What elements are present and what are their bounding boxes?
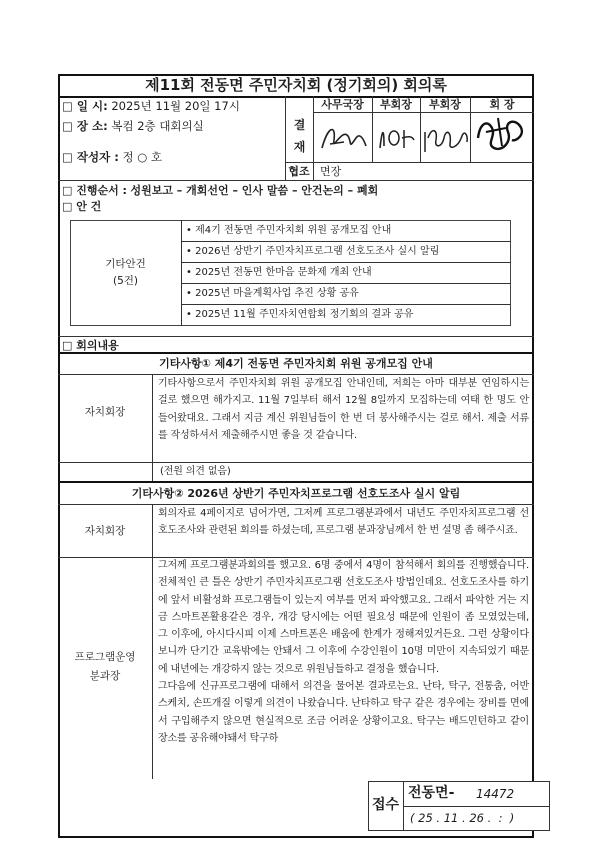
place-label: □ 장 소: xyxy=(62,119,108,133)
section-heading: 기타사항② 2026년 상반기 주민자치프로그램 선호도조사 실시 알림 xyxy=(131,487,461,500)
signature-president xyxy=(472,112,530,158)
approval-role-2: 부회장 xyxy=(380,98,412,111)
author-value: 정 ○ 호 xyxy=(122,150,163,164)
order-value: 성원보고 – 개회선언 – 인사 말씀 – 안건논의 – 폐회 xyxy=(130,184,379,197)
agenda-item-text: 제4기 전동면 주민자치회 위원 공개모집 안내 xyxy=(195,225,392,236)
meta-date xyxy=(62,98,240,115)
bullet-icon: • xyxy=(186,267,192,278)
speaker-label: 프로그램운영 분과장 xyxy=(74,651,136,682)
stamp-date: ( 25 . 11 . 26 . : ) xyxy=(410,811,515,825)
approval-role-1: 사무국장 xyxy=(321,98,364,111)
signature-vice-2 xyxy=(422,118,470,158)
approval-role-4: 회 장 xyxy=(489,98,515,111)
approval-role-3: 부회장 xyxy=(429,98,461,111)
agenda-item xyxy=(186,285,506,302)
order-line xyxy=(62,182,378,199)
meta-place xyxy=(62,118,204,135)
agenda-group-label: 기타안건 (5건) xyxy=(105,258,146,287)
hyupjo-value: 면장 xyxy=(320,165,342,178)
speech-text: 그저께 프로그램분과회의를 했고요. 6명 중에서 4명이 참석해서 회의를 진행했습니다. 전체적인 큰 틀은 상반기 주민자치프로그램 선호도조사 방법인데요. 선호도조사를 하기에 앞서 비활성화 프로그램들이 있는지 여부를 먼저 파악했고요. 그래서 파악한 거는 지금 스마트폰활용같은 경우, 개강 당시에는 어떤 필요성 때문에 인원이 좀 모였었는데, 그 이후에, 아시다시피 이제 스마트폰은 배움에 한계가 정해져있거든요. 그런 상황이다보니까 단기간 교육밖에는 안돼서 그 이후에 수강인원이 10명 미만이 지속되었기 때문에 내년에는 개강하지 않는 것으로 위원님들하고 결정을 했습니다. 그다음에 신규프로그램에 대해서 의견을 물어본 결과로는요. 난타, 탁구, 전통춤, 어반스케치, 손뜨개질 이렇게 의견이 나왔습니다. 난타하고 탁구 같은 경우에는 장비를 면에서 구입해주지 않으면 현실적으로 조금 어려운 상황이고요. 탁구는 배드민턴하고 같이 장소를 공유해야돼서 탁구하 xyxy=(158,560,529,744)
date-value: 2025년 11월 20일 17시 xyxy=(111,99,240,113)
place-value: 복컴 2층 대회의실 xyxy=(111,119,204,133)
meta-author xyxy=(62,149,162,166)
agenda-item xyxy=(186,264,506,281)
date-label: □ 일 시: xyxy=(62,99,108,113)
speaker-label: 자치회장 xyxy=(84,406,126,418)
order-label: □ 진행순서 : xyxy=(62,184,127,197)
signature-secretary xyxy=(318,118,370,158)
hyupjo-label: 협조 xyxy=(288,165,310,178)
signature-vice-1 xyxy=(376,120,420,156)
agenda-item xyxy=(186,243,506,260)
page-title: 제11회 전동면 주민자치회 (정기회의) 회의록 xyxy=(145,76,447,94)
bullet-icon: • xyxy=(186,288,192,299)
stamp-org: 전동면- xyxy=(408,785,455,801)
speech-text: 회의자료 4페이지로 넘어가면, 그저께 프로그램분과에서 내년도 주민자치프로그램 선호도조사와 관련된 회의를 하셨는데, 프로그램 분과장님께서 한 번 설명 좀 해주시죠. xyxy=(158,508,529,537)
speaker-label: 자치회장 xyxy=(84,525,126,537)
bullet-icon: • xyxy=(186,246,192,257)
speech-text: (전원 의견 없음) xyxy=(160,466,231,477)
stamp-number: 14472 xyxy=(476,787,515,801)
agenda-item-text: 2025년 마을계획사업 추진 상황 공유 xyxy=(195,288,359,299)
agenda-label: □ 안 건 xyxy=(62,200,102,213)
author-label: □ 작성자 : xyxy=(62,150,119,164)
approval-label: 결 재 xyxy=(293,118,306,154)
minutes-label: □ 회의내용 xyxy=(62,339,119,352)
stamp-label: 접수 xyxy=(371,797,400,813)
bullet-icon: • xyxy=(186,225,192,236)
agenda-item xyxy=(186,222,506,239)
agenda-item-text: 2026년 상반기 주민자치프로그램 선호도조사 실시 알림 xyxy=(195,246,440,257)
section-heading: 기타사항① 제4기 전동면 주민자치회 위원 공개모집 안내 xyxy=(159,357,433,370)
bullet-icon: • xyxy=(186,309,192,320)
agenda-item xyxy=(186,306,506,323)
speech-text: 기타사항으로서 주민자치회 위원 공개모집 안내인데, 저희는 아마 대부분 연임하시는 걸로 했으면 해가지고. 11월 7일부터 해서 12월 8일까지 모집하는데 여태 한 명도 안 들어왔대요. 그래서 지금 계신 위원님들이 한 번 더 봉사해주시는 걸로 해서. 제출 서류를 작성하셔서 제출해주시면 좋을 것 같습니다. xyxy=(158,378,529,441)
agenda-item-text: 2025년 전동면 한마음 문화제 개최 안내 xyxy=(195,267,372,278)
agenda-item-text: 2025년 11월 주민자치연합회 정기회의 결과 공유 xyxy=(195,309,414,320)
